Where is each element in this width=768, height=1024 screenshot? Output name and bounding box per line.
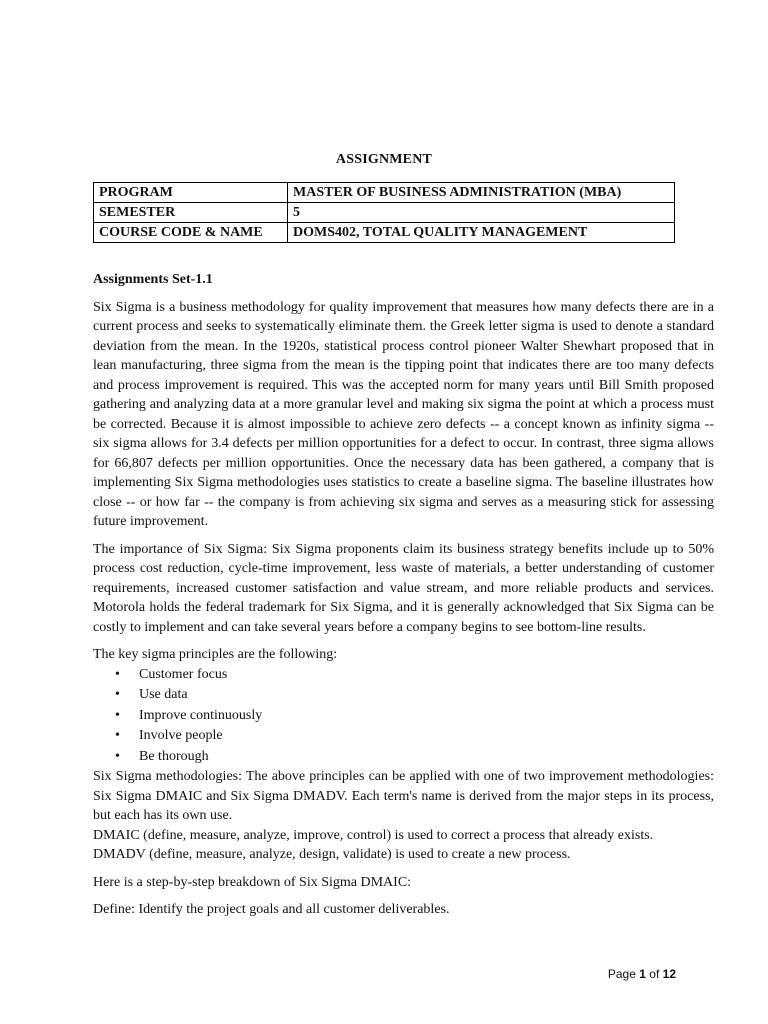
table-cell-value: DOMS402, TOTAL QUALITY MANAGEMENT	[288, 223, 675, 243]
bullet-icon: •	[115, 666, 120, 682]
table-cell-value: MASTER OF BUSINESS ADMINISTRATION (MBA)	[288, 183, 675, 203]
bullet-icon: •	[115, 707, 120, 723]
table-cell-label: SEMESTER	[94, 203, 288, 223]
paragraph-breakdown: Here is a step-by-step breakdown of Six Sigma DMAIC:	[93, 874, 412, 890]
principles-intro: The key sigma principles are the following:	[93, 647, 338, 662]
list-item: • Customer focus	[115, 665, 714, 686]
section-heading: Assignments Set-1.1	[93, 272, 213, 287]
table-row	[94, 223, 675, 243]
bullet-icon: •	[115, 728, 120, 743]
bullet-icon: •	[115, 748, 120, 764]
principles-list	[93, 665, 714, 768]
list-item: • Improve continuously	[115, 706, 714, 727]
paragraph-methodologies: Six Sigma methodologies: The above principles can be applied with one of two improvement methodologies: Six Sigma DMAIC and Six Sigma DMADV. Each term's name is derived from the major steps in its process, but each has its own use.	[93, 769, 714, 823]
paragraph-six-sigma-intro: Six Sigma is a business methodology for quality improvement that measures how many defects there are in a current process and seeks to systematically eliminate them. the Greek letter sigma is used to denote a standard deviation from the mean. In the 1920s, statistical process control pioneer Walter Shewhart proposed that in lean manufacturing, three sigma from the mean is the tipping point that indicates there are too many defects and process improvement is required. This was the accepted norm for many years until Bill Smith proposed gathering and analyzing data at a more granular level and making six sigma the point at which a process must be corrected. Because it is almost impossible to achieve zero defects -- a concept known as infinity sigma -- six sigma allows for 3.4 defects per million opportunities for a defect to occur. In contrast, three sigma allows for 66,807 defects per million opportunities. Once the necessary data has been gathered, a company that is implementing Six Sigma methodologies uses statistics to create a baseline sigma. The baseline illustrates how close -- or how far -- the company is from achieving six sigma and serves as a measuring stick for assessing future improvement.	[93, 299, 714, 529]
paragraph-dmadv: DMADV (define, measure, analyze, design, validate) is used to create a new process.	[93, 847, 571, 862]
document-body	[93, 270, 714, 928]
paragraph-define: Define: Identify the project goals and all customer deliverables.	[93, 902, 450, 917]
list-item: • Involve people	[115, 726, 714, 747]
paragraph-dmaic: DMAIC (define, measure, analyze, improve, control) is used to correct a process that already exists.	[93, 827, 654, 843]
list-item: • Use data	[115, 685, 714, 706]
page-number: Page 1 of 12	[607, 967, 676, 981]
paragraph-importance: The importance of Six Sigma: Six Sigma proponents claim its business strategy benefits include up to 50% process cost reduction, cycle-time improvement, less waste of materials, a better understanding of customer requirements, increased customer satisfaction and value stream, and more reliable products and services. Motorola holds the federal trademark for Six Sigma, and it is generally acknowledged that Six Sigma can be costly to implement and can take several years before a company begins to see bottom-line results.	[93, 541, 714, 635]
table-row	[94, 203, 675, 223]
table-cell-label: COURSE CODE & NAME	[94, 223, 288, 243]
table-row	[94, 183, 675, 203]
table-cell-label: PROGRAM	[94, 183, 288, 203]
bullet-icon: •	[115, 687, 120, 702]
page-title: ASSIGNMENT	[335, 152, 433, 167]
table-cell-value: 5	[288, 203, 675, 223]
list-item: • Be thorough	[115, 747, 714, 768]
info-table	[93, 182, 675, 243]
